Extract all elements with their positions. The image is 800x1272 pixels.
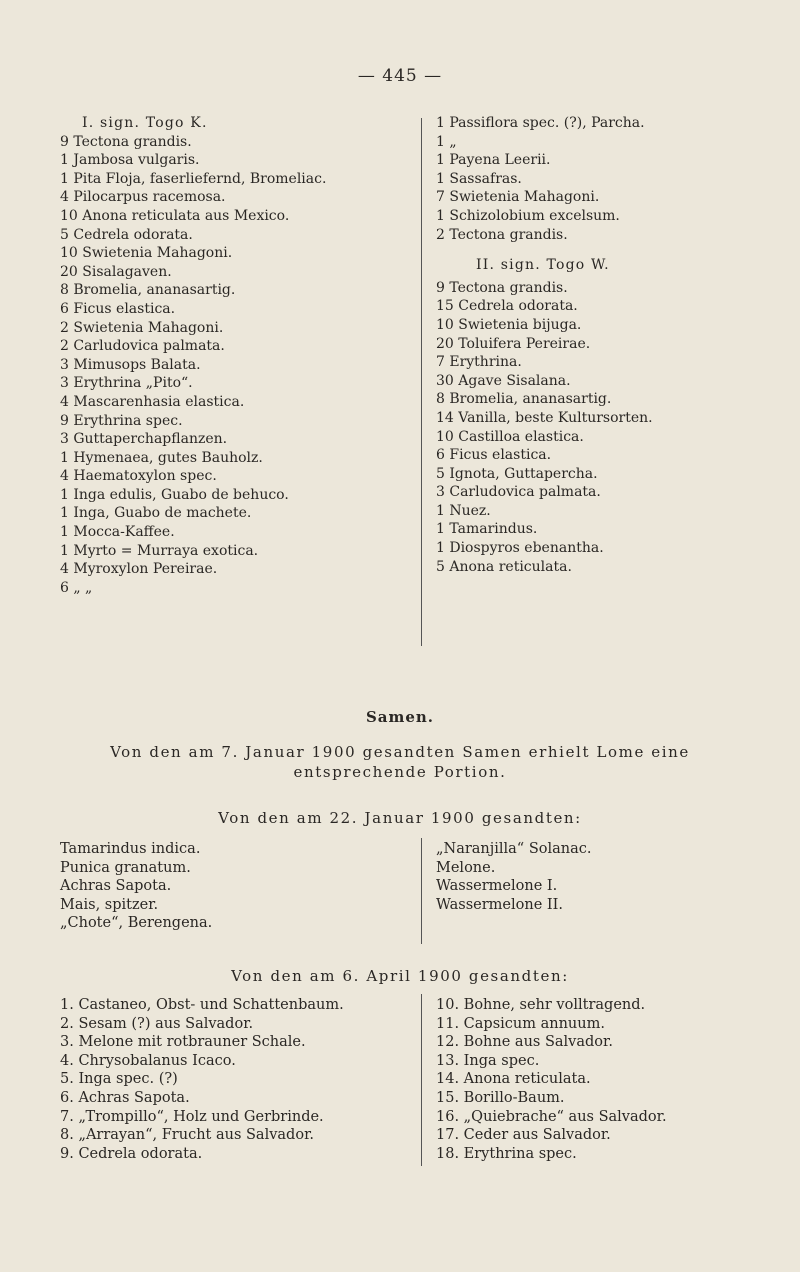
- list-item: 12. Bohne aus Salvador.: [436, 1034, 613, 1051]
- list-item: 15 Cedrela odorata.: [436, 298, 578, 315]
- list-item: 2. Sesam (?) aus Salvador.: [60, 1015, 254, 1032]
- list-item: 9 Tectona grandis.: [436, 279, 568, 296]
- list-item: 9 Tectona grandis.: [60, 133, 192, 150]
- jan22-left-list: [60, 840, 212, 933]
- list-item: 6 „ „: [60, 579, 93, 596]
- list-item: 13. Inga spec.: [436, 1052, 540, 1069]
- list-item: 6 Ficus elastica.: [60, 300, 176, 317]
- jan22-divider: [421, 838, 422, 944]
- list-item: „Chote“, Berengena.: [60, 915, 213, 932]
- list-item: 1 Hymenaea, gutes Bauholz.: [60, 449, 263, 466]
- section-title-samen: Samen.: [365, 708, 435, 726]
- heading-togo-w: II. sign. Togo W.: [476, 257, 610, 274]
- jan22-right-list: [436, 840, 592, 914]
- list-item: 20 Toluifera Pereirae.: [436, 335, 591, 352]
- list-item: 7. „Trompillo“, Holz und Gerbrinde.: [60, 1108, 324, 1125]
- list-item: Wassermelone II.: [436, 896, 563, 913]
- list-item: 18. Erythrina spec.: [436, 1145, 577, 1162]
- list-item: 14. Anona reticulata.: [436, 1071, 591, 1088]
- list-item: 10. Bohne, sehr volltragend.: [436, 997, 646, 1013]
- list-item: Mais, spitzer.: [60, 896, 159, 913]
- list-item: 1 Myrto = Murraya exotica.: [60, 542, 259, 559]
- jan22-heading: Von den am 22. Januar 1900 gesandten:: [218, 809, 582, 827]
- list-item: 1 „: [436, 133, 457, 150]
- list-item: 1 Passiflora spec. (?), Parcha.: [436, 115, 645, 131]
- list-item: 3 Carludovica palmata.: [436, 484, 601, 501]
- list-item: 5 Anona reticulata.: [436, 558, 572, 575]
- list-item: 8 Bromelia, ananasartig.: [60, 282, 236, 299]
- list-item: 7 Swietenia Mahagoni.: [436, 189, 600, 206]
- list-item: 6. Achras Sapota.: [60, 1089, 190, 1106]
- list-item: 11. Capsicum annuum.: [436, 1015, 605, 1032]
- list-item: 1 Inga edulis, Guabo de behuco.: [60, 486, 289, 503]
- list-item: 10 Castilloa elastica.: [436, 428, 584, 445]
- list-item: 20 Sisalagaven.: [60, 263, 172, 280]
- list-item: 10 Anona reticulata aus Mexico.: [60, 207, 290, 224]
- apr6-right-list: [436, 996, 667, 1163]
- list-item: 3. Melone mit rotbrauner Schale.: [60, 1034, 306, 1051]
- column-togo-k: [60, 114, 326, 597]
- list-item: Melone.: [436, 859, 496, 876]
- list-item: 4 Myroxylon Pereirae.: [60, 561, 218, 578]
- list-item: Tamarindus indica.: [60, 841, 201, 857]
- list-item: 1 Diospyros ebenantha.: [436, 540, 604, 557]
- list-item: 1 Jambosa vulgaris.: [60, 152, 200, 169]
- apr6-left-list: [60, 996, 344, 1163]
- list-item: 3 Mimusops Balata.: [60, 356, 201, 373]
- list-item: 3 Erythrina „Pito“.: [60, 375, 193, 392]
- list-item: 1 Schizolobium excelsum.: [436, 207, 620, 224]
- list-item: 4 Haematoxylon spec.: [60, 468, 217, 485]
- list-item: Achras Sapota.: [60, 878, 172, 895]
- list-item: 2 Swietenia Mahagoni.: [60, 319, 224, 336]
- list-item: Wassermelone I.: [436, 878, 558, 895]
- list-item: 1 Mocca-Kaffee.: [60, 524, 175, 541]
- apr6-divider: [421, 994, 422, 1166]
- column-togo-w: [436, 114, 653, 576]
- list-item: 6 Ficus elastica.: [436, 447, 552, 464]
- list-item: 17. Ceder aus Salvador.: [436, 1127, 611, 1144]
- list-item: 8 Bromelia, ananasartig.: [436, 391, 612, 408]
- list-item: 1 Tamarindus.: [436, 521, 538, 538]
- list-item: Punica granatum.: [60, 859, 191, 876]
- list-item: 7 Erythrina.: [436, 354, 522, 371]
- list-item: 10 Swietenia bijuga.: [436, 316, 582, 333]
- list-item: 30 Agave Sisalana.: [436, 372, 571, 389]
- list-item: 9. Cedrela odorata.: [60, 1145, 203, 1162]
- list-item: 1 Inga, Guabo de machete.: [60, 505, 252, 522]
- list-item: 1 Sassafras.: [436, 170, 522, 187]
- list-item: 5. Inga spec. (?): [60, 1071, 178, 1088]
- list-item: „Naranjilla“ Solanac.: [436, 841, 592, 857]
- list-item: 3 Guttaperchapflanzen.: [60, 431, 228, 448]
- list-item: 2 Carludovica palmata.: [60, 338, 225, 355]
- samen-intro-line: Von den am 7. Januar 1900 gesandten Samen erhielt Lome eine: [110, 743, 690, 761]
- list-item: 4. Chrysobalanus Icaco.: [60, 1052, 236, 1069]
- samen-intro-paragraph: [0, 742, 800, 782]
- list-item: 1. Castaneo, Obst- und Schattenbaum.: [60, 997, 344, 1013]
- list-item: 16. „Quiebrache“ aus Salvador.: [436, 1108, 667, 1125]
- list-item: 10 Swietenia Mahagoni.: [60, 245, 233, 262]
- list-item: 8. „Arrayan“, Frucht aus Salvador.: [60, 1127, 315, 1144]
- list-item: 15. Borillo-Baum.: [436, 1089, 565, 1106]
- list-item: 1 Pita Floja, faserliefernd, Bromeliac.: [60, 170, 327, 187]
- list-item: 1 Payena Leerii.: [436, 152, 551, 169]
- page-number: — 445 —: [357, 66, 443, 86]
- list-item: 5 Ignota, Guttapercha.: [436, 465, 598, 482]
- list-item: 2 Tectona grandis.: [436, 226, 568, 243]
- apr6-heading: Von den am 6. April 1900 gesandten:: [231, 967, 569, 985]
- list-item: 5 Cedrela odorata.: [60, 226, 193, 243]
- list-item: 14 Vanilla, beste Kultursorten.: [436, 409, 653, 426]
- togo-k-list: [60, 133, 326, 598]
- samen-intro-line: entsprechende Portion.: [293, 763, 507, 781]
- list-item: 4 Mascarenhasia elastica.: [60, 393, 245, 410]
- list-item: 4 Pilocarpus racemosa.: [60, 189, 226, 206]
- column-divider: [421, 118, 422, 646]
- heading-togo-k: I. sign. Togo K.: [82, 115, 208, 131]
- list-item: 1 Nuez.: [436, 502, 491, 519]
- list-item: 9 Erythrina spec.: [60, 412, 183, 429]
